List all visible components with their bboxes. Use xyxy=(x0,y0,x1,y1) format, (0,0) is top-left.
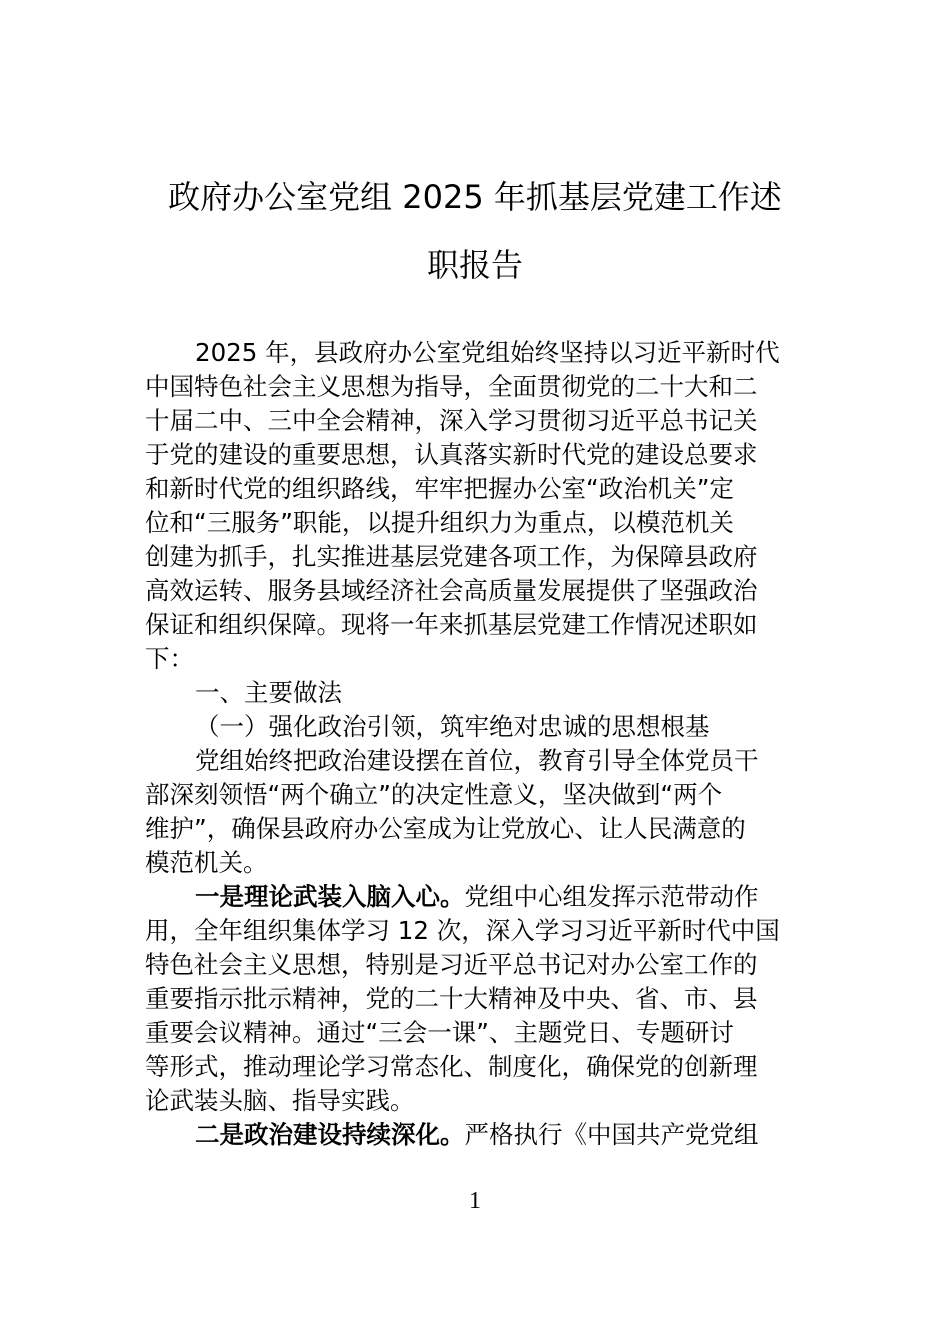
paragraph-line: 位和“三服务”职能，以提升组织力为重点，以模范机关 xyxy=(145,508,734,537)
bold-lead-2: 二是政治建设持续深化。 xyxy=(195,1120,465,1149)
paragraph-line: 重要指示批示精神，党的二十大精神及中央、省、市、县 xyxy=(145,984,758,1013)
paragraph-line: 等形式，推动理论学习常态化、制度化，确保党的创新理 xyxy=(145,1052,758,1081)
paragraph-line: 中国特色社会主义思想为指导，全面贯彻党的二十大和二 xyxy=(145,372,758,401)
document-body xyxy=(145,336,807,1152)
paragraph-line: 下： xyxy=(145,644,194,673)
paragraph-line: 维护”，确保县政府办公室成为让党放心、让人民满意的 xyxy=(145,814,746,843)
bold-lead-1: 一是理论武装入脑入心。 xyxy=(195,882,465,911)
document-title-line-2: 职报告 xyxy=(426,246,523,284)
paragraph-line: 论武装头脑、指导实践。 xyxy=(145,1086,415,1115)
paragraph-line: 特色社会主义思想，特别是习近平总书记对办公室工作的 xyxy=(145,950,758,979)
paragraph-line: 2025 年，县政府办公室党组始终坚持以习近平新时代 xyxy=(195,338,780,367)
paragraph-line xyxy=(145,1118,807,1152)
paragraph-line: 保证和组织保障。现将一年来抓基层党建工作情况述职如 xyxy=(145,610,758,639)
subsection-heading: （一）强化政治引领，筑牢绝对忠诚的思想根基 xyxy=(195,712,710,741)
paragraph-line: 重要会议精神。通过“三会一课”、主题党日、专题研讨 xyxy=(145,1018,734,1047)
document-title-line-1: 政府办公室党组 2025 年抓基层党建工作述 xyxy=(168,178,782,216)
paragraph-line: 于党的建设的重要思想，认真落实新时代党的建设总要求 xyxy=(145,440,758,469)
paragraph-line: 用，全年组织集体学习 12 次，深入学习习近平新时代中国 xyxy=(145,916,780,945)
paragraph-line: 高效运转、服务县域经济社会高质量发展提供了坚强政治 xyxy=(145,576,758,605)
section-heading: 一、主要做法 xyxy=(195,678,342,707)
paragraph-line: 十届二中、三中全会精神，深入学习贯彻习近平总书记关 xyxy=(145,406,758,435)
paragraph-line xyxy=(145,880,807,914)
paragraph-text: 严格执行《中国共产党党组 xyxy=(464,1120,759,1149)
paragraph-line: 党组始终把政治建设摆在首位，教育引导全体党员干 xyxy=(195,746,759,775)
paragraph-line: 模范机关。 xyxy=(145,848,268,877)
page-number: 1 xyxy=(469,1188,481,1214)
paragraph-line: 和新时代党的组织路线，牢牢把握办公室“政治机关”定 xyxy=(145,474,734,503)
paragraph-line: 创建为抓手，扎实推进基层党建各项工作，为保障县政府 xyxy=(145,542,758,571)
paragraph-line: 部深刻领悟“两个确立”的决定性意义，坚决做到“两个 xyxy=(145,780,723,809)
paragraph-text: 党组中心组发挥示范带动作 xyxy=(464,882,759,911)
